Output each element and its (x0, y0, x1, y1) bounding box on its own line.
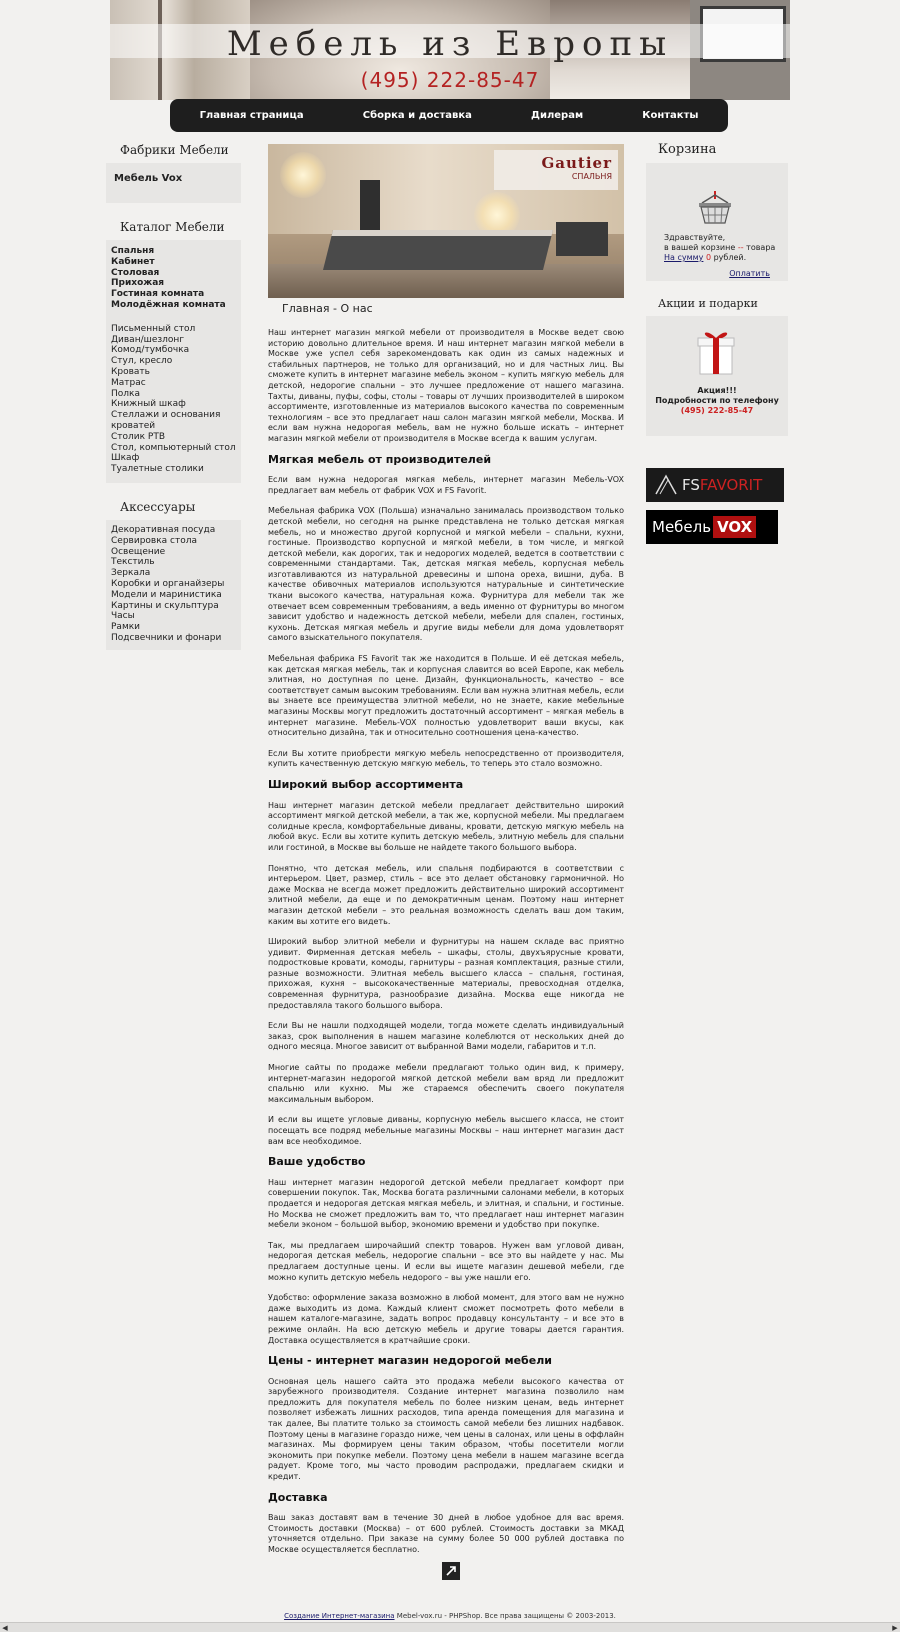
accessory-link[interactable]: Часы (111, 611, 135, 622)
promo-box (646, 316, 788, 436)
accessories-box (106, 520, 241, 650)
cart-title: Корзина (658, 142, 717, 157)
catalog-link[interactable]: Комод/тумбочка (111, 345, 190, 356)
paragraph: Удобство: оформление заказа возможно в любой момент, для этого вам не нужно даже выходить из дома. Каждый клиент сможет посмотреть фото мебели в нашем каталоге-магазине, задать вопрос продавцу консультанту – и все это в режиме онлайн. На всю детскую мебель и другие товары дается гарантия. Доставка осуществляется в кратчайшие сроки. (268, 1293, 624, 1345)
banner-subtitle: СПАЛЬНЯ (571, 172, 612, 181)
right-sidebar (646, 140, 788, 436)
gift-icon[interactable] (696, 326, 736, 376)
catalog-link[interactable]: Письменный стол (111, 323, 196, 334)
paragraph: Многие сайты по продаже мебели предлагают только один вид, к примеру, интернет-магазин недорогой мягкой детской мебели вам вряд ли предложит спальню или кухню. Мы же стараемся обеспечить своего покупателя максимальным выбором. (268, 1063, 624, 1104)
site-title[interactable]: Мебель из Европы (226, 24, 674, 64)
banner-brand: Gautier (541, 154, 612, 172)
cart-items-count: -- (737, 243, 744, 252)
cart-items-line (664, 243, 784, 253)
footer-text: Mebel-vox.ru - PHPShop. Все права защищены © 2003-2013. (396, 1612, 616, 1620)
scroll-left-arrow-icon[interactable]: ◀ (2, 1624, 8, 1632)
paragraph: Так, мы предлагаем широчайший спектр товаров. Нужен вам угловой диван, недорогая детская мебель, недорогие спальни – все это вы найдете у нас. Мы предлагаем доступные цены. И если вы ищете магазин дешевой мебели, где можно купить детскую мебель недорого – вы уже нашли его. (268, 1240, 624, 1282)
promo-line1: Акция!!! (697, 386, 737, 395)
paragraph: Ваш заказ доставят вам в течение 30 дней в любое удобное для вас время. Стоимость доставки (Москва) – от 600 рублей. Стоимость доставки за МКАД уточняется отдельно. При заказе на сумму более 50 000 рублей доставка по Москве осуществляется бесплатно. (268, 1513, 624, 1554)
cart-summary (664, 233, 784, 263)
fs-favorit-right: FAVORIT (699, 476, 763, 494)
promo-line2: Подробности по телефону (655, 396, 779, 405)
accessory-link[interactable]: Зеркала (111, 568, 151, 579)
paragraph: Широкий выбор элитной мебели и фурнитуры на нашем складе вас приятно удивит. Фирменная детская мебель – шкафы, столы, двухъярусные кровати, подростковые кровати, комоды, гарнитуры – разная комплектация, разные стили, разные возможности. Элитная мебель высшего класса – спальня, гостиная, прихожая, кухня – высококачественные материалы, превосходная отделка, современная фурнитура, разнообразие дизайна. Москва еще никогда не предоставляла такого большого выбора. (268, 937, 624, 1010)
main-content (268, 144, 624, 1566)
cart-greeting: Здравствуйте, (664, 233, 726, 242)
footer (0, 1612, 900, 1620)
catalog-link[interactable]: Туалетные столики (111, 464, 204, 475)
fs-favorit-left: FS (682, 476, 700, 494)
catalog-link[interactable]: Стул, кресло (111, 356, 173, 367)
catalog-box (106, 240, 241, 483)
cart-items-label: в вашей корзине (664, 243, 736, 252)
paragraph: Мебельная фабрика VOX (Польша) изначально занималась производством только детской мебели, но сегодня на рынке представлена не только детская мягкая мебель, но и множество другой корпусной и мягкой мебели – спальни, кухни, гостиные. Производство корпусной и мягкой мебели, в том числе, и мягкой детской мебели, как дорогих, так и недорогих моделей, ведется в соответствии с современными стандартами. Так, детская мягкая мебель, корпусная мебель изготавливаются из натуральной древесины и шпона ореха, вишни, дуба. В качестве обивочных материалов используются натуральные и синтетические ткани высокого качества, натуральная кожа. Фурнитура для мебели так же отвечает всем современным требованиям, а ведь именно от фурнитуры во многом зависит удобство и надежность детской мебели, мебели для спален, гостиных, кухонь. Детская мягкая мебель и другие виды мебели для дома удовлетворят самого взыскательного покупателя. (268, 506, 624, 643)
catalog-link[interactable]: Столик РТВ (111, 431, 166, 442)
banner-bed (323, 230, 553, 270)
section-heading: Мягкая мебель от производителей (268, 452, 492, 466)
promo-text (646, 386, 788, 416)
scroll-up-icon[interactable] (442, 1562, 460, 1580)
catalog-link[interactable]: Столовая (111, 267, 160, 278)
promo-banner-image[interactable] (268, 144, 624, 298)
accessory-link[interactable]: Сервировка стола (111, 535, 197, 546)
article-body (268, 328, 624, 1556)
accessory-link[interactable]: Подсвечники и фонари (111, 632, 222, 643)
cart-sum-suffix: рублей. (713, 253, 747, 262)
cart-items-unit: товара (746, 243, 776, 252)
accessory-link[interactable]: Текстиль (111, 557, 155, 568)
section-heading: Ваше удобство (268, 1155, 366, 1169)
header-phone: (495) 222-85-47 (360, 68, 540, 92)
factory-link-vox[interactable]: Мебель Vox (114, 173, 183, 184)
banner-lamp (280, 152, 326, 198)
paragraph: Если вам нужна недорогая мягкая мебель, интернет магазин Мебель-VOX предлагает вам мебель от фабрик VOX и FS Favorit. (268, 475, 624, 495)
catalog-title: Каталог Мебели (120, 220, 225, 234)
catalog-spacer (111, 311, 236, 324)
catalog-link[interactable]: Молодёжная комната (111, 299, 226, 310)
accessory-link[interactable]: Рамки (111, 622, 141, 633)
banner-brand-tag (494, 150, 618, 190)
cart-sum-value: 0 (705, 253, 712, 262)
catalog-link[interactable]: Книжный шкаф (111, 399, 186, 410)
cart-sum-link[interactable]: На сумму (664, 253, 704, 262)
nav-dealers[interactable]: Дилерам (531, 110, 584, 121)
catalog-link[interactable]: Спальня (111, 246, 155, 256)
section-heading: Цены - интернет магазин недорогой мебели (268, 1354, 552, 1368)
accessory-link[interactable]: Модели и маринистика (111, 589, 222, 600)
horizontal-scrollbar[interactable] (0, 1622, 900, 1632)
nav-contacts[interactable]: Контакты (642, 110, 699, 121)
paragraph: И если вы ищете угловые диваны, корпусную мебель высшего класса, не стоит посещать все подряд мебельные магазины Москвы – наш интернет магазин даст вам все необходимое. (268, 1115, 624, 1146)
nav-home[interactable]: Главная страница (199, 110, 304, 121)
catalog-link[interactable]: Кабинет (111, 256, 155, 267)
paragraph: Наш интернет магазин недорогой детской мебели предлагает комфорт при совершении покупок. Так, Москва богата различными салонами мебели, в которых продается и недорогая детская мягкая мебель, и элитная, и спальни, и гостиные. Но Москва не сможет предложить вам то, что предлагает наш интернет магазин мебели эконом – большой выбор, экономию времени и удобство при покупке. (268, 1177, 624, 1230)
vox-logo[interactable] (646, 510, 778, 544)
factories-title: Фабрики Мебели (120, 143, 229, 157)
footer-link[interactable]: Создание Интернет-магазина (284, 1612, 395, 1620)
breadcrumb: Главная - О нас (282, 302, 373, 315)
section-heading: Широкий выбор ассортимента (268, 777, 464, 791)
vox-logo-right: VOX (713, 516, 756, 538)
catalog-link[interactable]: Стеллажи и основания кроватей (111, 410, 221, 431)
catalog-link[interactable]: Полка (111, 388, 140, 399)
accessory-link[interactable]: Освещение (111, 546, 166, 557)
intro-paragraph: Наш интернет магазин мягкой мебели от производителя в Москве ведет свою историю довольно длительное время. И наш интернет магазин мягкой мебели в Москве уже успел себя зарекомендовать как один из самых надежных и стабильных партнеров, не только для организаций, но и для частных лиц. Вы сможете купить в интернет магазине мебель эконом – купить мягкую мебель для детской, недорогие спальни – это лучшее предложение от нашего магазина. Тахты, диваны, пуфы, софы, столы – товары от лучших производителей в широком ассортименте, изготовленные из материалов высокого качества по современным технологиям – все это предлагает наш салон магазин мягкой мебели, Москва. И если вам нужна недорогая мебель, вам не нужно больше искать – интернет магазин мягкой мебели от производителя в Москве всегда к вашим услугам. (268, 328, 624, 443)
catalog-link[interactable]: Гостиная комната (111, 289, 205, 300)
cart-sum-line (664, 253, 784, 263)
catalog-link[interactable]: Прихожая (111, 278, 165, 289)
basket-icon[interactable] (696, 189, 734, 225)
cart-box (646, 163, 788, 281)
fs-favorit-logo[interactable] (646, 468, 784, 502)
pay-link[interactable]: Оплатить (729, 269, 770, 278)
factories-box (106, 163, 241, 203)
accessory-link[interactable]: Коробки и органайзеры (111, 578, 225, 589)
main-nav (170, 99, 728, 132)
accessory-link[interactable]: Картины и скульптура (111, 600, 219, 611)
catalog-link[interactable]: Стол, компьютерный стол (111, 442, 236, 453)
paragraph: Мебельная фабрика FS Favorit так же находится в Польше. И её детская мебель, как детская мягкая мебель, так и корпусная славится во всей Европе, как мебель элитная, но доступная по цене. Дизайн, функциональность, качество – все соответствует самым высоким требованиям. Если вам нужна элитная мебель, если вы знаете все преимущества элитной мебели, но не знаете, какие мебельные магазины Москвы могут предложить достаточный ассортимент – мягкая мебель в интернет магазине. Мебель-VOX полностью удовлетворит ваши вкусы, как относительно дизайна, так и относительно соотношения цена-качество. (268, 654, 624, 738)
catalog-link[interactable]: Диван/шезлонг (111, 334, 185, 345)
section-heading: Доставка (268, 1490, 328, 1504)
paragraph: Понятно, что детская мебель, или спальня подбираются в соответствии с интерьером. Цвет, размер, стиль – все это делает обстановку гармоничной. Но даже Москва не всегда может предложить действительно широкий ассортимент элитной мебели, да еще и по демократичным ценам. Поэтому наш интернет магазин детской мебели – это реальная возможность сделать ваш дом таким, каким вы хотите его видеть. (268, 863, 624, 926)
paragraph: Если Вы не нашли подходящей модели, тогда можете сделать индивидуальный заказ, срок выполнения в нашем магазине колеблются от нескольких дней до одного месяца. Многое зависит от выбранной Вами модели, габаритов и т.п. (268, 1021, 624, 1052)
catalog-link[interactable]: Шкаф (111, 453, 140, 464)
promo-phone: (495) 222-85-47 (680, 406, 754, 415)
paragraph: Наш интернет магазин детской мебели предлагает действительно широкий ассортимент мягкой детской мебели, а так же, корпусной мебели. Мы предлагаем солидные кресла, комфортабельные диваны, кровати, детскую мягкую мебель на любой вкус. Если вы хотите купить детскую мебель, элитную мебель для спальни или гостиной, в Москве вы больше не найдете такого большого выбора. (268, 800, 624, 852)
scroll-right-arrow-icon[interactable]: ▶ (892, 1624, 898, 1632)
nav-assembly-delivery[interactable]: Сборка и доставка (362, 110, 472, 121)
paragraph: Если Вы хотите приобрести мягкую мебель непосредственно от производителя, купить качественную детскую мягкую мебель, то теперь это стало возможно. (268, 748, 624, 769)
left-sidebar (106, 140, 241, 650)
paragraph: Основная цель нашего сайта это продажа мебели высокого качества от зарубежного производителя. Создание интернет магазина позволило нам предложить для покупателя мебель по более низким ценам, ведь интернет позволяет избежать лишних расходов, типа аренда помещения для магазина и так далее, Вы платите только за стоимость самой мебели без лишних надбавок. Поэтому цены в магазине гораздо ниже, чем цены в салонах, или цены в оффлайн магазинах. Мы формируем цены таким образом, чтобы посетители могли экономить при покупке мебели. Поэтому цена мебели в нашем магазине всегда радует. Кроме того, мы часто проводим распродажи, предлагаем скидки и кредит. (268, 1376, 624, 1482)
catalog-link[interactable]: Матрас (111, 377, 146, 388)
accessories-title: Аксессуары (120, 499, 196, 514)
fs-favorit-mark-icon (654, 474, 678, 496)
banner-nightstand (556, 222, 608, 256)
promo-title: Акции и подарки (658, 297, 758, 310)
accessory-link[interactable]: Декоративная посуда (111, 524, 216, 535)
catalog-link[interactable]: Кровать (111, 366, 150, 377)
vox-logo-left: Мебель (652, 518, 712, 536)
